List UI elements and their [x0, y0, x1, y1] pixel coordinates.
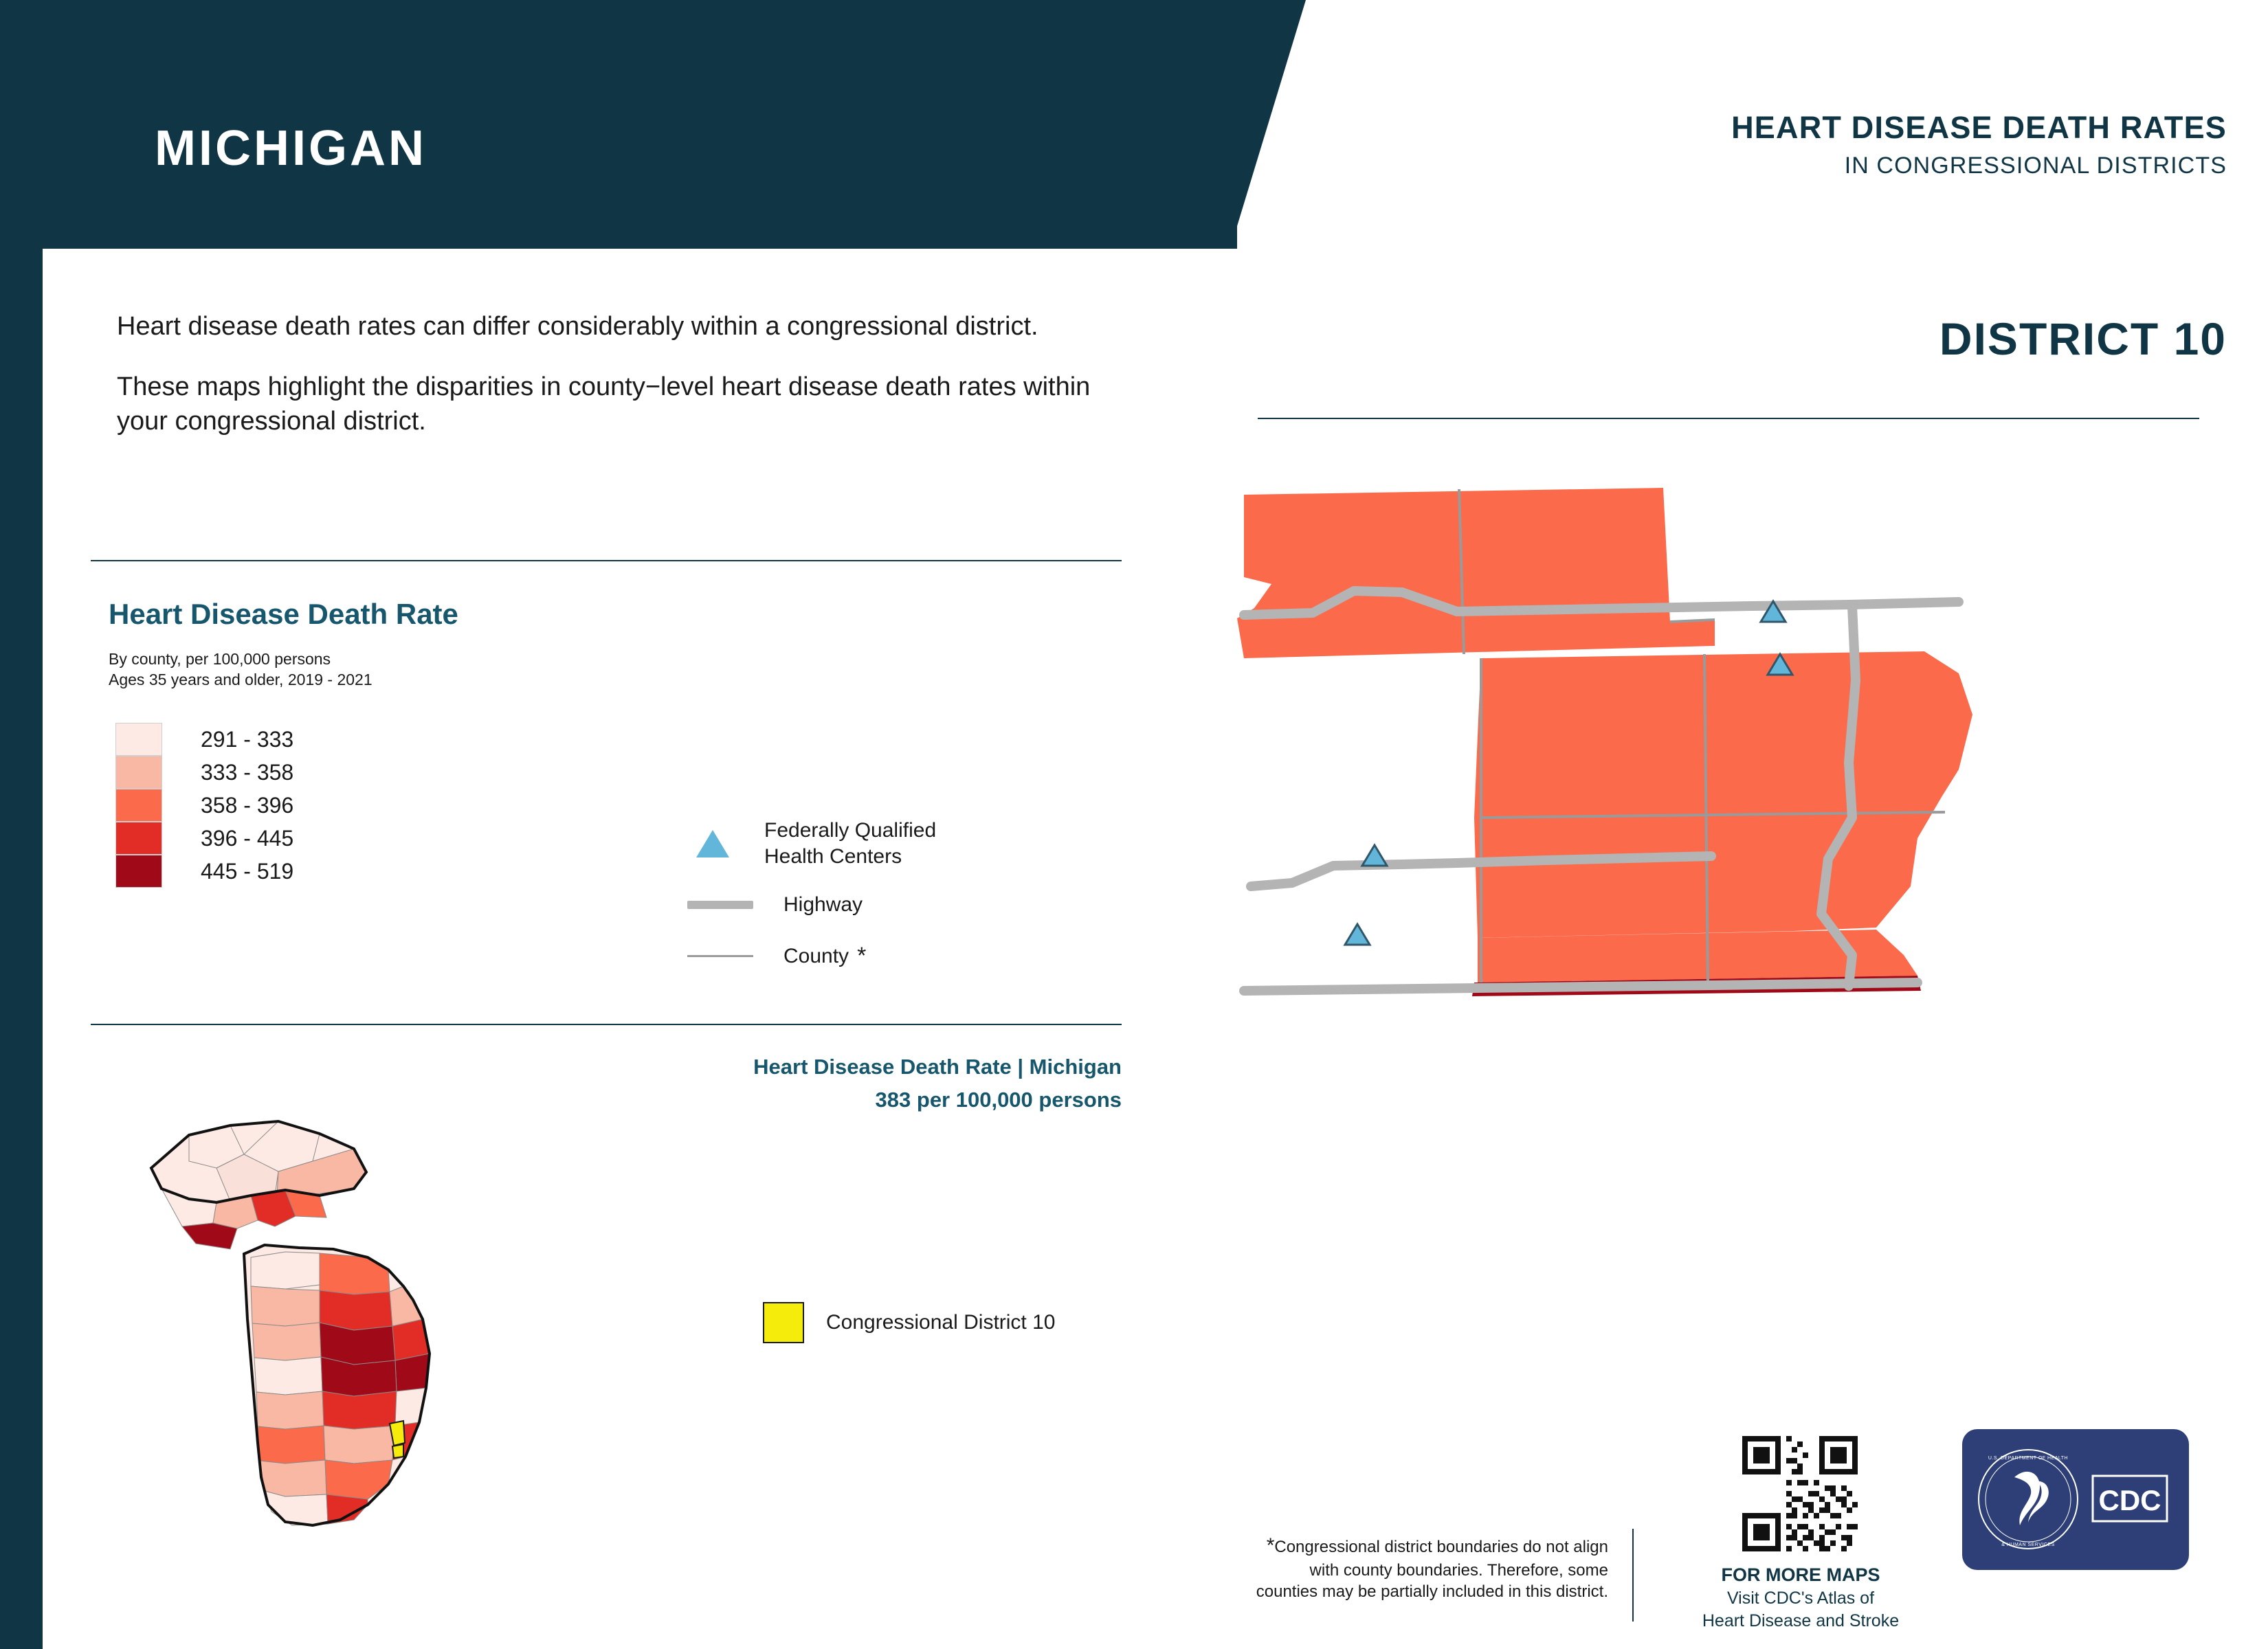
district-detail-map: [1230, 474, 2206, 1271]
legend-title: Heart Disease Death Rate: [109, 598, 458, 630]
legend-county-asterisk: *: [857, 943, 867, 969]
legend-highway: [687, 893, 863, 917]
legend-label-2: 333 - 358: [201, 759, 294, 785]
legend-fqhc-label: [764, 818, 936, 871]
divider-right: [1258, 418, 2199, 419]
svg-text:CDC: CDC: [2098, 1484, 2161, 1516]
more-maps-text: [1649, 1563, 1952, 1632]
intro-paragraph-2: These maps highlight the disparities in county−level heart disease death rates within your congressional district.: [117, 372, 1091, 436]
legend-class-row: [115, 822, 293, 855]
highway-line-icon: [687, 901, 753, 909]
poster-title: [1731, 110, 2227, 179]
legend-class-row: [115, 756, 293, 789]
state-rate-value: 383 per 100,000 persons: [875, 1088, 1122, 1112]
county-line-icon: [687, 955, 753, 957]
legend-label-1: 291 - 333: [201, 726, 294, 752]
intro-text: [117, 309, 1120, 464]
legend-swatch-2: [115, 756, 162, 789]
footnote-line3: counties may be partially included in this district.: [1256, 1582, 1608, 1602]
state-title: MICHIGAN: [155, 121, 427, 176]
legend-swatch-5: [115, 855, 162, 888]
qr-code[interactable]: [1742, 1436, 1858, 1551]
footer-divider: [1632, 1529, 1634, 1622]
legend-subtitle-line2: Ages 35 years and older, 2019 - 2021: [109, 670, 373, 688]
divider-top: [91, 560, 1122, 561]
legend-swatches: [115, 723, 293, 888]
district-south-block: [1474, 651, 1972, 938]
more-maps-line1: Visit CDC's Atlas of: [1726, 1589, 1875, 1608]
more-maps-heading: FOR MORE MAPS: [1721, 1564, 1880, 1585]
poster-title-line2: IN CONGRESSIONAL DISTRICTS: [1844, 153, 2227, 179]
michigan-inset-map: [148, 1086, 533, 1567]
cdc-logo: [1962, 1429, 2189, 1570]
district-north-block: [1237, 488, 1715, 658]
intro-paragraph-1: Heart disease death rates can differ considerably within a congressional district.: [117, 312, 1038, 341]
legend-fqhc-line1: Federally Qualified: [764, 819, 937, 842]
legend-label-4: 396 - 445: [201, 825, 294, 851]
svg-text:U.S. DEPARTMENT OF HEALTH: U.S. DEPARTMENT OF HEALTH: [1988, 1456, 2069, 1461]
legend-class-row: [115, 723, 293, 756]
header-wedge: [1230, 0, 1306, 249]
district-heading: DISTRICT 10: [1939, 313, 2227, 364]
footnote-line1: Congressional district boundaries do not align: [1274, 1538, 1608, 1556]
svg-text:& HUMAN SERVICES: & HUMAN SERVICES: [2001, 1543, 2055, 1547]
more-maps-line2: Heart Disease and Stroke: [1702, 1611, 1900, 1630]
fqhc-triangle-icon: [694, 830, 731, 857]
state-rate-block: [522, 1055, 1122, 1112]
legend-county-label: County: [783, 944, 849, 967]
footnote-line2: with county boundaries. Therefore, some: [1309, 1560, 1608, 1580]
legend-subtitle: [109, 649, 373, 691]
poster-title-line1: HEART DISEASE DEATH RATES: [1731, 110, 2227, 145]
divider-bottom: [91, 1024, 1122, 1025]
legend-highway-label: Highway: [783, 893, 863, 916]
legend-class-row: [115, 855, 293, 888]
legend-class-row: [115, 789, 293, 822]
legend-county: [687, 943, 866, 969]
legend-label-3: 358 - 396: [201, 792, 294, 818]
legend-swatch-3: [115, 789, 162, 822]
district-key-label: Congressional District 10: [826, 1311, 1056, 1334]
legend-swatch-1: [115, 723, 162, 756]
district-key: [763, 1302, 1055, 1343]
footnote-asterisk: *: [1266, 1534, 1275, 1557]
district-swatch: [763, 1302, 804, 1343]
legend-fqhc: [694, 818, 936, 871]
legend-subtitle-line1: By county, per 100,000 persons: [109, 650, 331, 668]
legend-fqhc-line2: Health Centers: [764, 845, 902, 868]
footnote: [1155, 1532, 1608, 1603]
legend-label-5: 445 - 519: [201, 858, 294, 884]
state-rate-title: Heart Disease Death Rate | Michigan: [753, 1055, 1122, 1079]
legend-swatch-4: [115, 822, 162, 855]
